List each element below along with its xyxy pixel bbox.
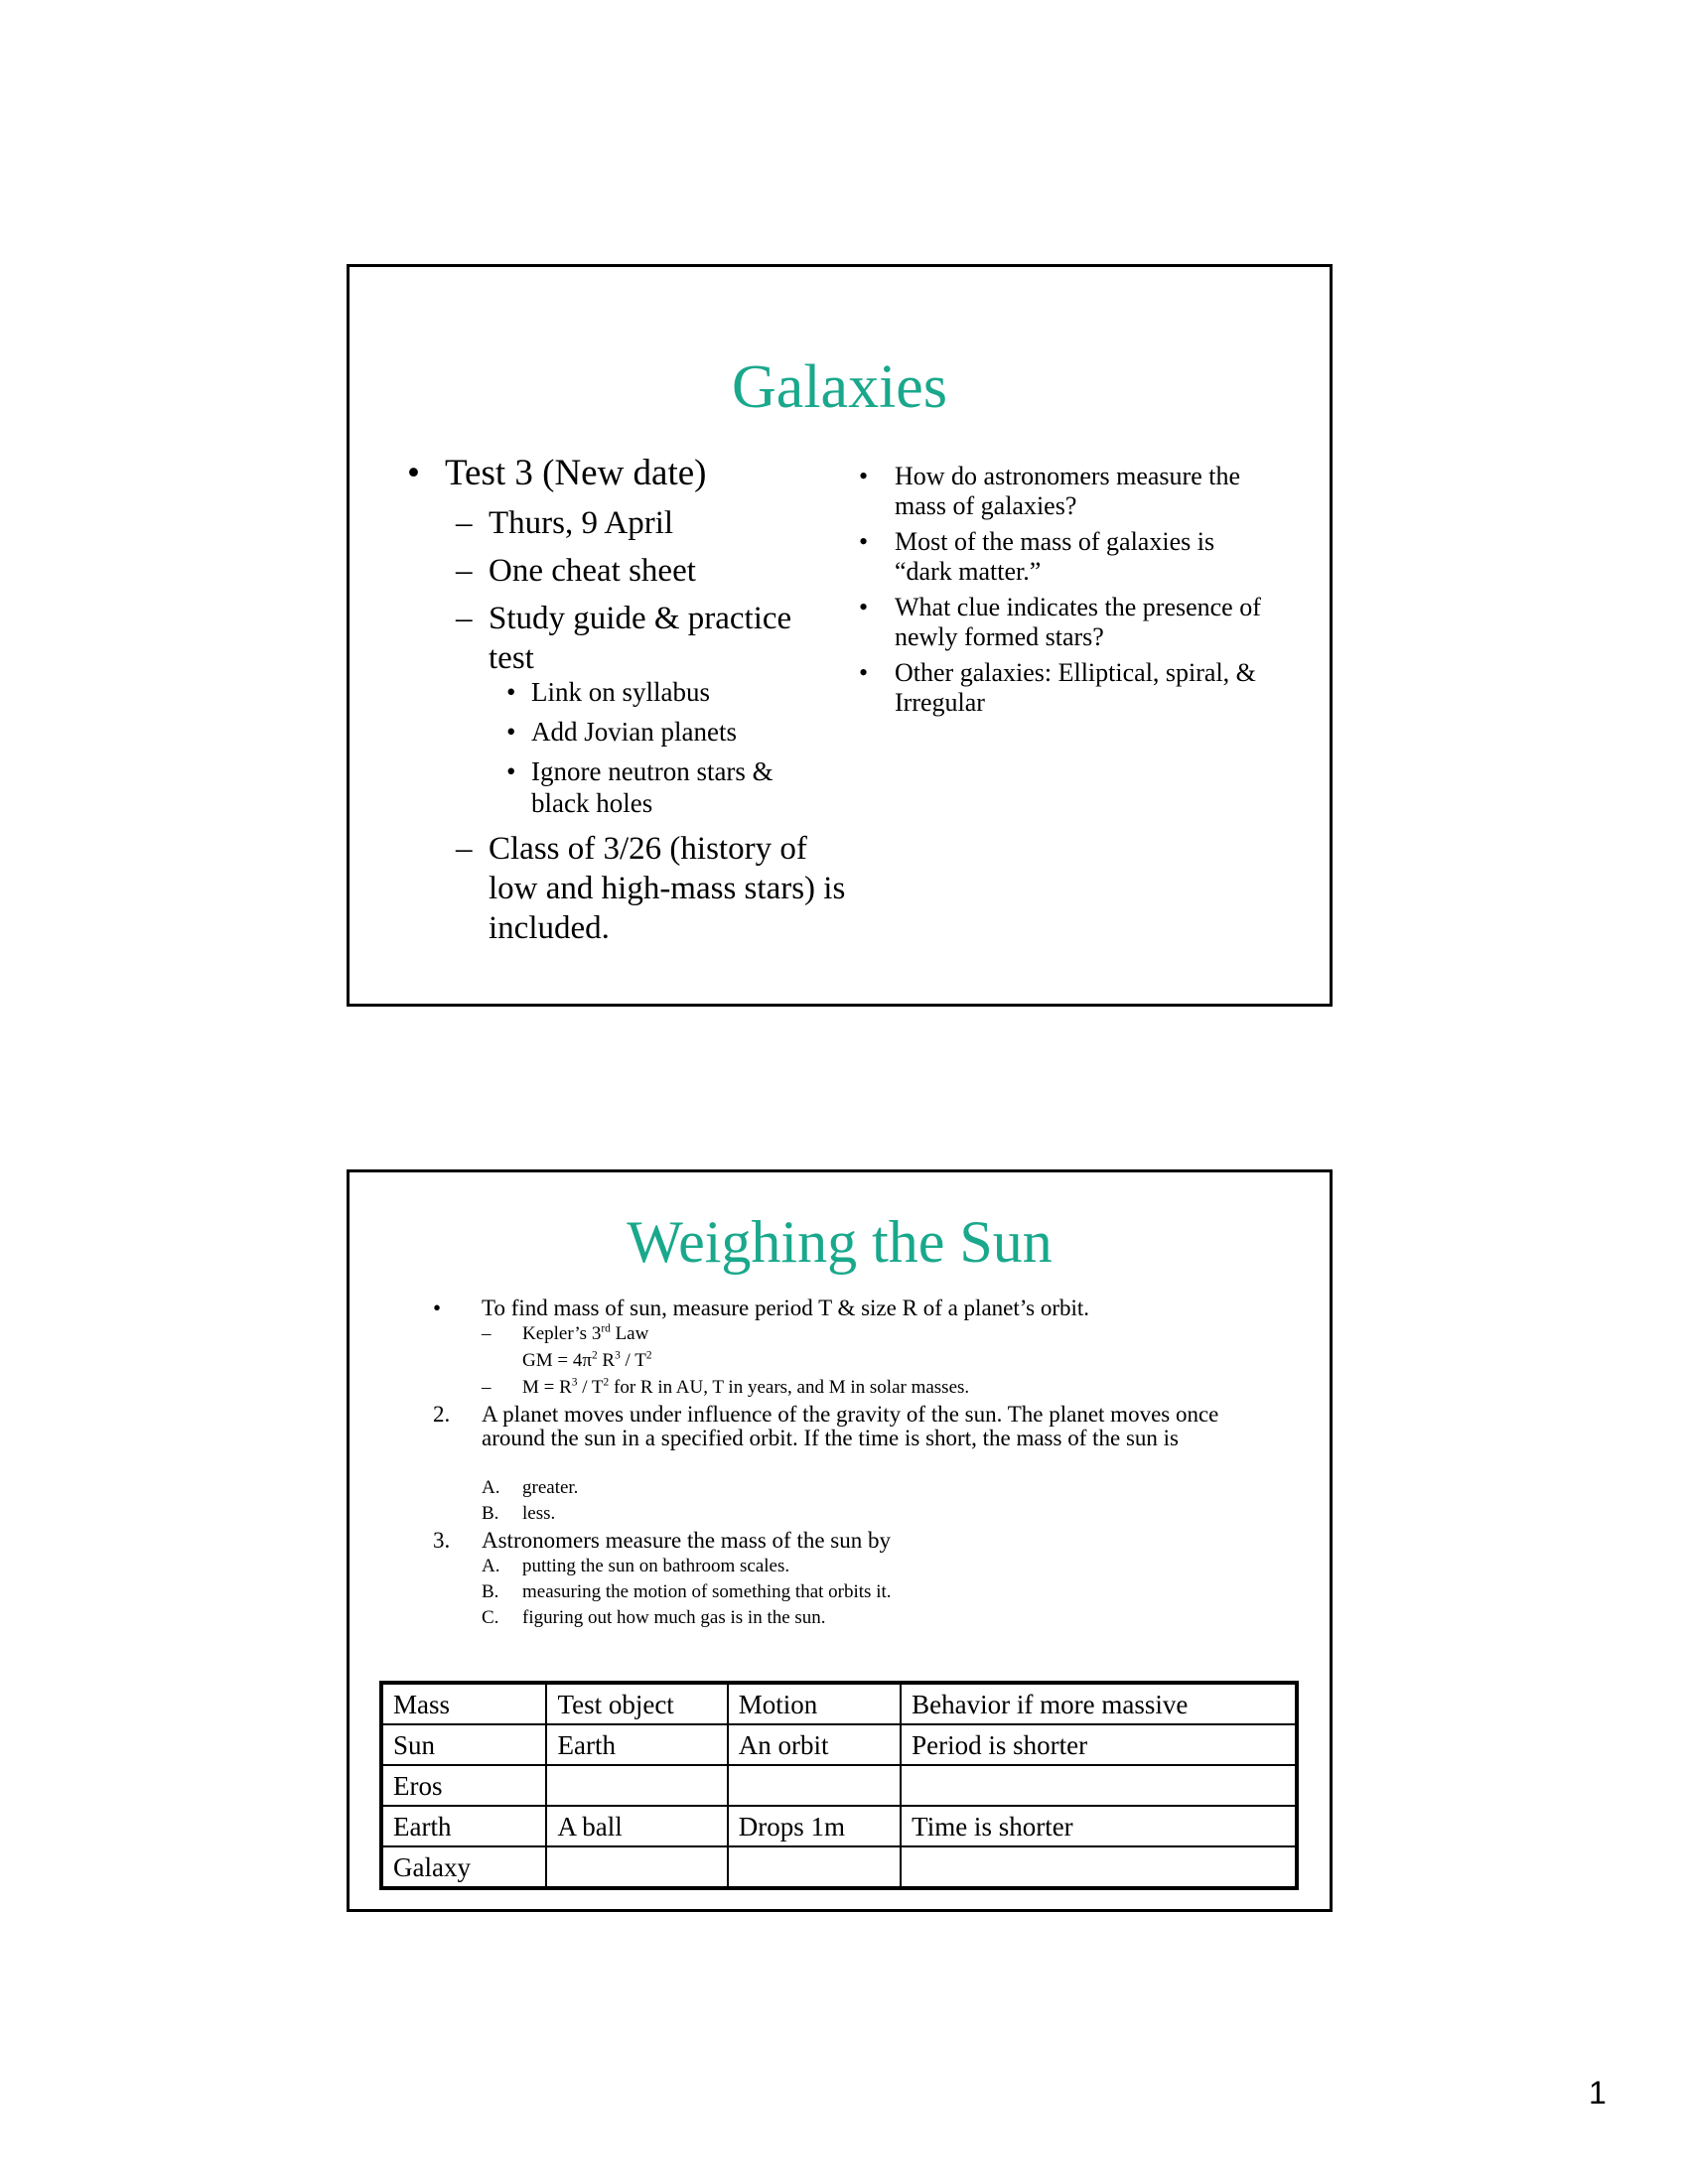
option-letter: A. <box>482 1477 500 1498</box>
option-text: putting the sun on bathroom scales. <box>522 1556 790 1576</box>
question-2-text: A planet moves under influence of the gravity of the sun. The planet moves once around the sun in a specified orbit. If the time is short, the mass of the sun is <box>482 1402 1219 1450</box>
dash-glyph: – <box>456 601 473 636</box>
kepler-law: Kepler’s 3rd Law <box>522 1322 649 1344</box>
table-cell: Earth <box>381 1806 546 1846</box>
sub-bullet-glyph: • <box>506 717 516 747</box>
bullet-glyph: • <box>859 462 869 490</box>
table-cell: An orbit <box>728 1724 901 1765</box>
sub-item: Ignore neutron stars & black holes <box>531 756 774 818</box>
table-header-row <box>381 1683 1297 1724</box>
table-cell: Period is shorter <box>901 1724 1297 1765</box>
table-cell <box>901 1765 1297 1806</box>
option-letter: B. <box>482 1503 499 1524</box>
dash-item: Thurs, 9 April <box>489 505 674 541</box>
table-cell: Earth <box>546 1724 727 1765</box>
option-letter: A. <box>482 1556 500 1576</box>
option-text: greater. <box>522 1477 579 1498</box>
table-row <box>381 1724 1297 1765</box>
bullet-test3: Test 3 (New date) <box>445 453 707 493</box>
table-cell <box>901 1846 1297 1888</box>
right-bullet: How do astronomers measure the mass of galaxies? <box>895 462 1241 520</box>
table-header-cell: Motion <box>728 1683 901 1724</box>
dash-glyph: – <box>482 1377 492 1398</box>
table-header-cell: Behavior if more massive <box>901 1683 1297 1724</box>
table-cell: A ball <box>546 1806 727 1846</box>
dash-item: Class of 3/26 (history of low and high-mass stars) is included. <box>489 831 846 946</box>
slide-title: Weighing the Sun <box>627 1209 1053 1275</box>
sub-item: Link on syllabus <box>531 677 710 707</box>
formula-m: $M = R^3 / T^2$ for R in AU, T in years, and M in solar masses. <box>522 1376 970 1398</box>
dash-glyph: – <box>456 553 473 589</box>
table-cell: Galaxy <box>381 1846 546 1888</box>
table-row <box>381 1765 1297 1806</box>
slide-galaxies <box>347 264 1333 1007</box>
question-number: 2. <box>433 1402 451 1427</box>
table-cell: Eros <box>381 1765 546 1806</box>
right-bullet: What clue indicates the presence of newly formed stars? <box>895 593 1261 651</box>
table-cell: Sun <box>381 1724 546 1765</box>
dash-item: Study guide & practice test <box>489 601 792 676</box>
dash-glyph: – <box>456 505 473 541</box>
table-cell <box>546 1765 727 1806</box>
formula-gm: GM = $4\pi^2$ $R^3 / T^2$ <box>522 1349 652 1371</box>
sub-bullet-glyph: • <box>506 756 516 786</box>
right-bullet: Most of the mass of galaxies is “dark matter.” <box>895 527 1215 586</box>
bullet-glyph: • <box>859 527 869 556</box>
table-cell: Drops 1m <box>728 1806 901 1846</box>
bullet-glyph: • <box>433 1296 442 1320</box>
mass-table <box>379 1681 1299 1890</box>
table-cell <box>728 1765 901 1806</box>
dash-item: One cheat sheet <box>489 553 696 589</box>
option-text: figuring out how much gas is in the sun. <box>522 1607 826 1628</box>
bullet-glyph: • <box>859 658 869 687</box>
bullet-glyph: • <box>407 453 420 493</box>
table-cell <box>546 1846 727 1888</box>
slide-weighing-the-sun <box>347 1169 1333 1912</box>
option-text: less. <box>522 1503 556 1524</box>
sub-bullet-glyph: • <box>506 677 516 707</box>
table-header-cell: Mass <box>381 1683 546 1724</box>
right-bullet: Other galaxies: Elliptical, spiral, & Irregular <box>895 658 1256 717</box>
intro-text: To find mass of sun, measure period T & size R of a planet’s orbit. <box>482 1296 1090 1320</box>
table-cell <box>728 1846 901 1888</box>
option-letter: C. <box>482 1607 499 1628</box>
bullet-glyph: • <box>859 593 869 621</box>
dash-glyph: – <box>456 831 473 867</box>
page-number: 1 <box>1589 2075 1607 2111</box>
question-3-text: Astronomers measure the mass of the sun by <box>482 1528 892 1553</box>
slide-title: Galaxies <box>732 353 947 421</box>
option-text: measuring the motion of something that orbits it. <box>522 1581 892 1602</box>
question-number: 3. <box>433 1528 451 1553</box>
option-letter: B. <box>482 1581 499 1602</box>
sub-item: Add Jovian planets <box>531 717 737 747</box>
table-row <box>381 1846 1297 1888</box>
table-cell: Time is shorter <box>901 1806 1297 1846</box>
table-row <box>381 1806 1297 1846</box>
dash-glyph: – <box>482 1323 492 1344</box>
table-header-cell: Test object <box>546 1683 727 1724</box>
